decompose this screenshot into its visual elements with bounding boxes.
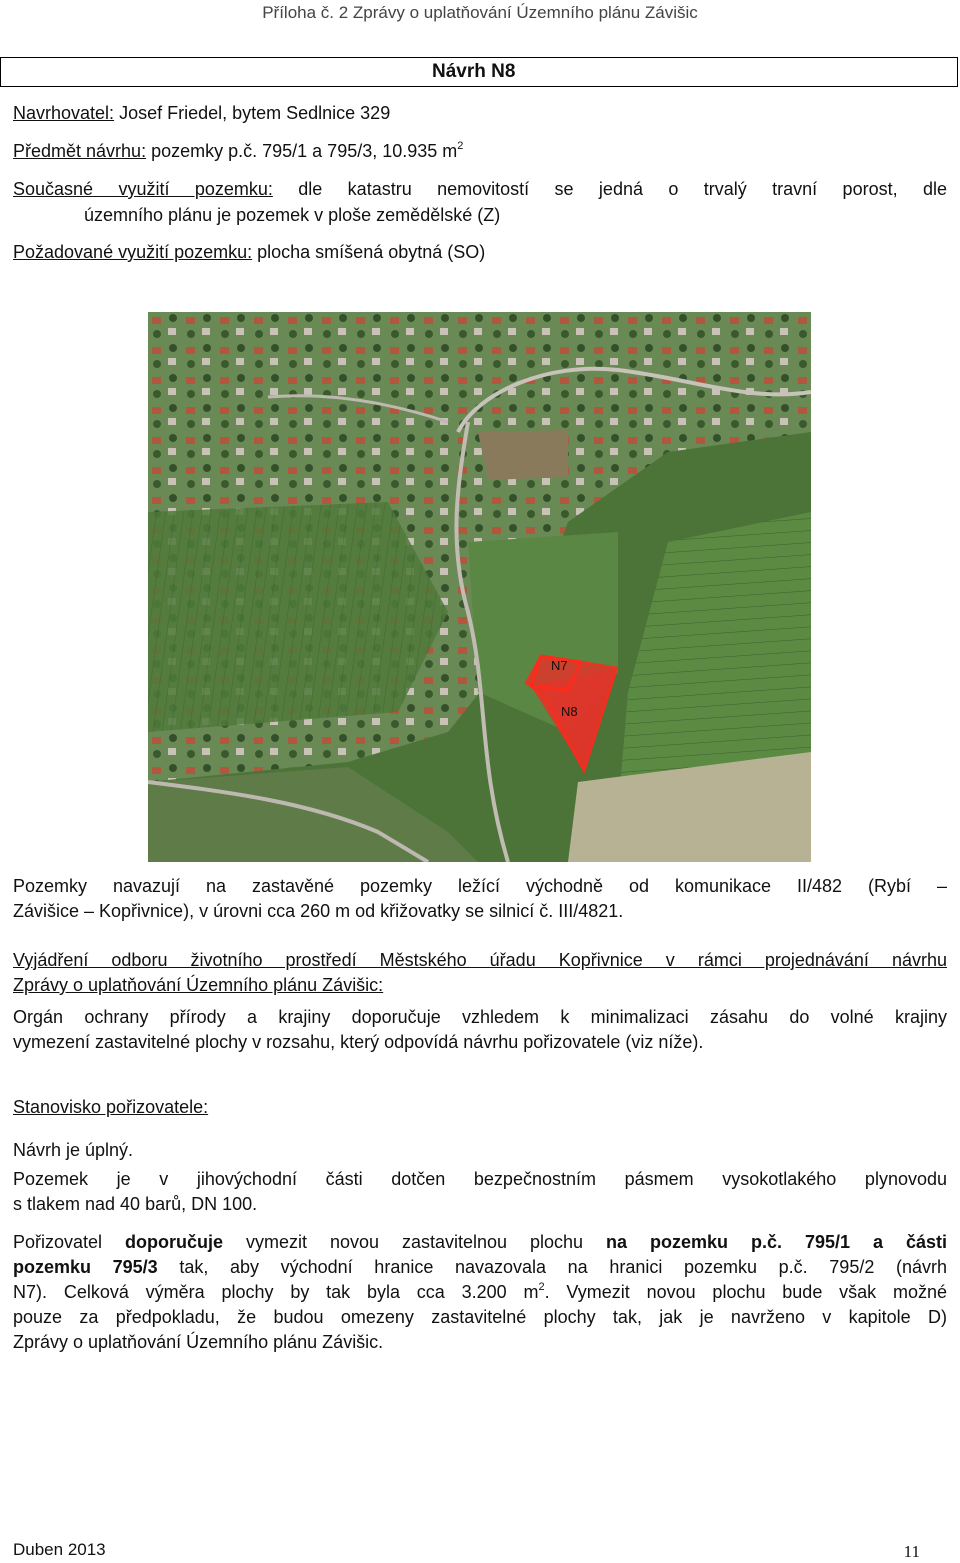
recommendation-paragraph xyxy=(13,1230,947,1355)
rec-text-1: Pořizovatel xyxy=(13,1232,126,1252)
requested-use-line xyxy=(13,240,485,264)
requested-use-value: plocha smíšená obytná (SO) xyxy=(252,242,486,262)
rec-line-5: Zprávy o uplatňování Územního plánu Závišic. xyxy=(13,1332,384,1352)
rec-text-4: N7). Celková výměra plochy by tak byla cca 3.200 m xyxy=(13,1282,539,1302)
rec-text-5: . Vymezit novou plochu bude však možné xyxy=(544,1282,947,1302)
rec-line-2 xyxy=(13,1255,947,1280)
location-line-2: Závišice – Kopřivnice), v úrovni cca 260 m od křižovatky se silnicí č. III/4821. xyxy=(13,901,624,921)
gas-line-1: Pozemek je v jihovýchodní části dotčen bezpečnostním pásmem vysokotlakého plynovodu xyxy=(13,1169,947,1189)
rec-text-3: tak, aby východní hranice navazovala na hranici pozemku p.č. 795/2 (návrh xyxy=(157,1257,947,1277)
proposal-title: Návrh N8 xyxy=(432,61,516,82)
page-number: 11 xyxy=(903,1542,920,1561)
proposal-complete: Návrh je úplný. xyxy=(13,1140,134,1160)
gas-line-2: s tlakem nad 40 barů, DN 100. xyxy=(13,1194,258,1214)
rec-bold-1: doporučuje xyxy=(125,1232,224,1252)
subject-label: Předmět návrhu: xyxy=(13,141,147,161)
rec-line-1 xyxy=(13,1230,947,1255)
opinion-line-1: Orgán ochrany přírody a krajiny doporučuje vzhledem k minimalizaci zásahu do volné krajiny xyxy=(13,1007,947,1027)
footer-date: Duben 2013 xyxy=(13,1540,106,1559)
procurer-heading: Stanovisko pořizovatele: xyxy=(13,1097,209,1117)
rec-bold-3: pozemku 795/3 xyxy=(13,1257,158,1277)
designer-value: Josef Friedel, bytem Sedlnice 329 xyxy=(114,103,391,123)
current-use-line xyxy=(13,177,947,201)
current-use-line2: územního plánu je pozemek v ploše zemědělské (Z) xyxy=(84,205,501,225)
opinion-paragraph xyxy=(13,1005,947,1055)
map-label-n8: N8 xyxy=(561,704,578,719)
aerial-map xyxy=(148,312,811,862)
map-label-n7: N7 xyxy=(551,658,568,673)
location-paragraph xyxy=(13,874,947,924)
opinion-line-2: vymezení zastavitelné plochy v rozsahu, který odpovídá návrhu pořizovatele (viz níže). xyxy=(13,1032,704,1052)
page-header: Příloha č. 2 Zprávy o uplatňování Územního plánu Závišic xyxy=(262,3,698,22)
current-use-label: Současné využití pozemku: xyxy=(13,179,273,199)
designer-label: Navrhovatel: xyxy=(13,103,115,123)
current-use-value: dle katastru nemovitostí se jedná o trvalý travní porost, dle xyxy=(272,179,947,199)
opinion-heading-line-1: Vyjádření odboru životního prostředí Městského úřadu Kopřivnice v rámci projednávání návrhu xyxy=(13,950,947,970)
designer-line xyxy=(13,101,390,125)
gas-paragraph xyxy=(13,1167,947,1217)
rec-line-3 xyxy=(13,1280,947,1305)
rec-bold-2: na pozemku p.č. 795/1 a části xyxy=(606,1232,947,1252)
subject-line xyxy=(13,139,463,163)
rec-line-4: pouze za předpokladu, že budou omezeny zastavitelné plochy tak, jak je navrženo v kapitole D) xyxy=(13,1307,947,1327)
opinion-heading xyxy=(13,948,947,998)
rec-sup: 2 xyxy=(538,1281,545,1293)
location-line-1: Pozemky navazují na zastavěné pozemky ležící východně od komunikace II/482 (Rybí – xyxy=(13,876,947,896)
subject-sup: 2 xyxy=(457,140,464,152)
subject-value: pozemky p.č. 795/1 a 795/3, 10.935 m xyxy=(146,141,458,161)
opinion-heading-line-2: Zprávy o uplatňování Územního plánu Závišic: xyxy=(13,975,384,995)
aerial-map-image xyxy=(148,312,811,862)
requested-use-label: Požadované využití pozemku: xyxy=(13,242,253,262)
rec-text-2: vymezit novou zastavitelnou plochu xyxy=(223,1232,607,1252)
